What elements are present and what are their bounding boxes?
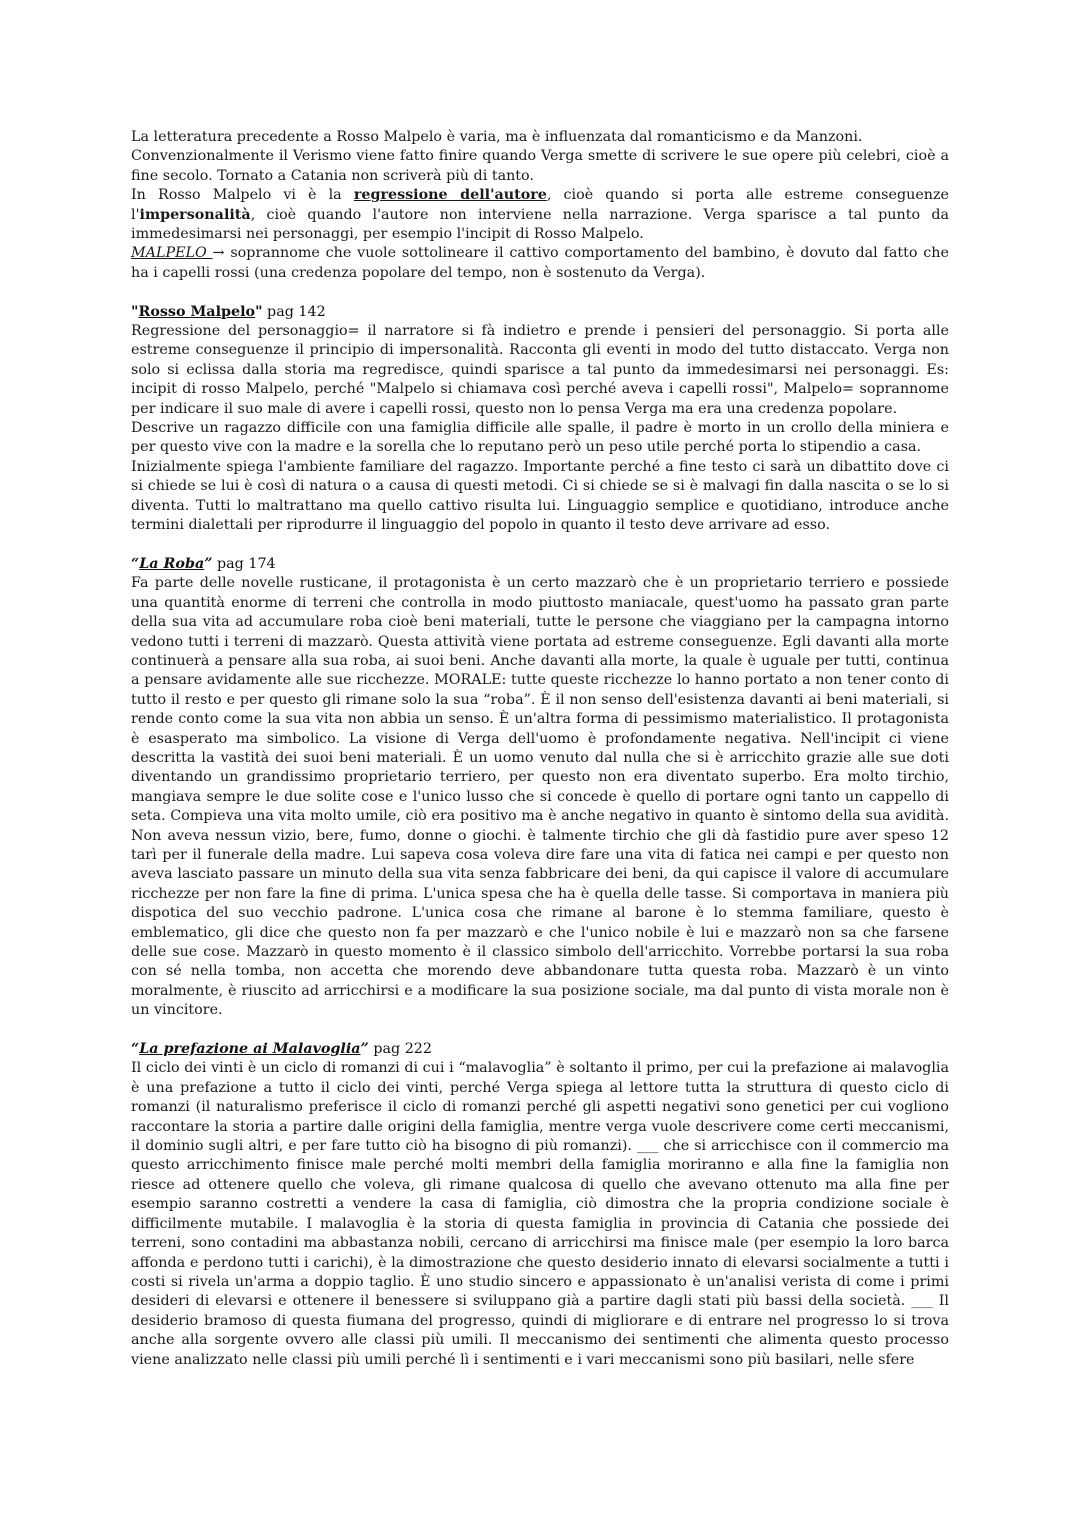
- spacer: [131, 536, 949, 555]
- page-reference: pag 222: [368, 1041, 432, 1058]
- term-impersonalita: impersonalità: [139, 206, 251, 223]
- section-heading-la-roba: “La Roba” pag 174: [131, 555, 276, 572]
- section-title: La prefazione ai Malavoglia: [139, 1041, 361, 1058]
- intro-text-b: , cioè quando si porta alle estreme conseguenze l': [131, 187, 949, 223]
- section-paragraph: Inizialmente spiega l'ambiente familiare del ragazzo. Importante perché a fine testo ci sarà un dibattito dove ci si chiede se lui è così di natura o a causa di questi metodi. Ci si chiede se si è malvagi fin dalla nascita o se lo si diventa. Tutti lo maltrattano ma quello cattivo risulta lui. Linguaggio semplice e quotidiano, introduce anche termini dialettali per riprodurre il linguaggio del popolo in quanto il testo deve arrivare ad esso.: [131, 458, 949, 534]
- section-paragraph: Fa parte delle novelle rusticane, il protagonista è un certo mazzarò che è un proprietario terriero e possiede una quantità enorme di terreni che controlla in modo piuttosto maniacale, quest'uomo ha passato gran parte della sua vita ad accumulare roba cioè beni materiali, tutte le persone che viaggiano per la campagna intorno vedono tutti i terreni di mazzarò. Questa attività viene portata ad estreme conseguenze. Egli davanti alla morte continuerà a pensare alla sua roba, ai suoi beni. Anche davanti alla morte, la quale è uguale per tutti, continua a pensare avidamente alle sue ricchezze. MORALE: tutte queste ricchezze lo hanno portato a non tener conto di tutto il resto e per questo gli rimane solo la sua “roba”. È il non senso dell'esistenza davanti ai beni materiali, si rende conto come la sua vita non abbia un senso. È un'altra forma di pessimismo materialistico. Il protagonista è esasperato ma simbolico. La visione di Verga dell'uomo è profondamente negativa. Nell'incipit ci viene descritta la vastità dei suoi beni materiali. È un uomo venuto dal nulla che si è arricchito grazie alle sue doti diventando un grandissimo proprietario terriero, per questo non era diventato superbo. Era molto tirchio, mangiava sempre le due solite cose e l'unico lusso che si concede è quello di portare ogni tanto un cappello di seta. Compieva una vita molto umile, ciò era positivo ma è anche negativo in quanto è sintomo della sua avidità. Non aveva nessun vizio, bere, fumo, donne o giochi. è talmente tirchio che gli dà fastidio pure aver speso 12 tarì per il funerale della madre. Lui sapeva cosa voleva dire fare una vita di fatica nei campi e per questo non aveva lasciato passare un minuto della sua vita senza fabbricare dei beni, da qui capisce il valore di accumulare ricchezze per non fare la fine di prima. L'unica spesa che ha è quella delle tasse. Si comportava in maniera più dispotica del suo vecchio padrone. L'unica cosa che rimane al barone è lo stemma familiare, questo è emblematico, gli dice che questo non fa per mazzarò e che l'unico nobile è lui e mazzarò non sa che farsene delle sue cose. Mazzarò in questo momento è il classico simbolo dell'arricchito. Vorrebbe portarsi la sua roba con sé nella tomba, non accetta che morendo deve abbandonare tutta questa roba. Mazzarò è un vinto moralmente, è riuscito ad arricchirsi e a modificare la sua posizione sociale, ma dal punto di vista morale non è un vincitore.: [131, 575, 949, 1019]
- term-regressione: regressione dell'autore: [353, 187, 547, 204]
- section-heading-prefazione-malavoglia: “La prefazione ai Malavoglia” pag 222: [131, 1041, 432, 1058]
- intro-paragraph-2: Convenzionalmente il Verismo viene fatto finire quando Verga smette di scrivere le sue opere più celebri, cioè a fine secolo. Tornato a Catania non scriverà più di tanto.: [131, 148, 949, 184]
- intro-text-a: In Rosso Malpelo vi è la: [131, 187, 354, 204]
- intro-text-c: , cioè quando l'autore non interviene nella narrazione. Verga sparisce a tal punto da immedesimarsi nei personaggi, per esempio l'incipit di Rosso Malpelo.: [131, 206, 949, 243]
- malpelo-text: soprannome che vuole sottolineare il cattivo comportamento del bambino, è dovuto dal fatto che ha i capelli rossi (una credenza popolare del tempo, non è sostenuto da Verga).: [131, 245, 949, 281]
- section-paragraph: Il ciclo dei vinti è un ciclo di romanzi di cui i “malavoglia” è soltanto il primo, per cui la prefazione ai malavoglia è una prefazione a tutto il ciclo dei vinti, perché Verga spiega al lettore tutta la struttura di questo ciclo di romanzi (il naturalismo preferisce il ciclo di romanzi perché gli aspetti negativi sono genetici per cui vogliono raccontare la storia a partire dalle origini della famiglia, mentre verga vuole descrivere come certi meccanismi, il dominio sugli altri, e per fare tutto ciò ha bisogno di più romanzi). ___ che si arricchisce con il commercio ma questo arricchimento finisce male perché molti membri della famiglia moriranno e alla fine la famiglia non riesce ad ottenere quello che voleva, gli rimane qualcosa di quello che avevano ottenuto ma alla fine per esempio saranno costretti a vendere la casa di famiglia, ciò dimostra che la propria condizione sociale è difficilmente mutabile. I malavoglia è la storia di questa famiglia in provincia di Catania che possiede dei terreni, sono contadini ma abbastanza nobili, cercano di arricchirsi ma finisce male (per esempio la loro barca affonda e perdono tutti i carichi), è la dimostrazione che questo desiderio innato di elevarsi socialmente a tutti i costi si rivela un'arma a doppio taglio. È uno studio sincero e appassionato è un'analisi verista di come i primi desideri di elevarsi e ottenere il benessere si sviluppano già a partire dagli stati più bassi della società. ___ Il desiderio bramoso di questa fiumana del progresso, quindi di migliorare e di entrare nel progresso lo si trova anche alla sorgente ovvero alle classi più umili. Il meccanismo dei sentimenti che alimenta questo processo viene analizzato nelle classi più umili perché lì i sentimenti e i vari meccanismi sono più basilari, nelle sfere: [131, 1060, 949, 1368]
- intro-paragraph-1: La letteratura precedente a Rosso Malpelo è varia, ma è influenzata dal romanticismo e da Manzoni.: [131, 129, 863, 145]
- section-title: Rosso Malpelo: [138, 303, 256, 320]
- intro-paragraph-3: [131, 186, 949, 244]
- malpelo-note: [131, 244, 949, 283]
- section-paragraph: Descrive un ragazzo difficile con una famiglia difficile alle spalle, il padre è morto in un crollo della miniera e per questo vive con la madre e la sorella che lo reputano però un peso utile perché porta lo stipendio a casa.: [131, 420, 949, 456]
- document-page: [131, 128, 949, 1370]
- malpelo-label: MALPELO: [131, 245, 213, 262]
- page-reference: pag 174: [212, 555, 276, 572]
- spacer: [131, 283, 949, 302]
- spacer: [131, 1021, 949, 1040]
- section-title: La Roba: [139, 555, 205, 572]
- page-reference: pag 142: [262, 303, 326, 320]
- section-heading-rosso-malpelo: "Rosso Malpelo" pag 142: [131, 303, 326, 320]
- section-paragraph: Regressione del personaggio= il narratore si fà indietro e prende i pensieri del personaggio. Si porta alle estreme conseguenze il principio di impersonalità. Racconta gli eventi in modo del tutto distaccato. Verga non solo si eclissa dalla storia ma regredisce, quindi sparisce a tal punto da immedesimarsi nei personaggi. Es: incipit di rosso Malpelo, perché "Malpelo si chiamava così perché aveva i capelli rossi", Malpelo= soprannome per indicare il suo male di avere i capelli rossi, questo non lo pensa Verga ma era una credenza popolare.: [131, 323, 949, 417]
- arrow-icon: →: [212, 245, 225, 262]
